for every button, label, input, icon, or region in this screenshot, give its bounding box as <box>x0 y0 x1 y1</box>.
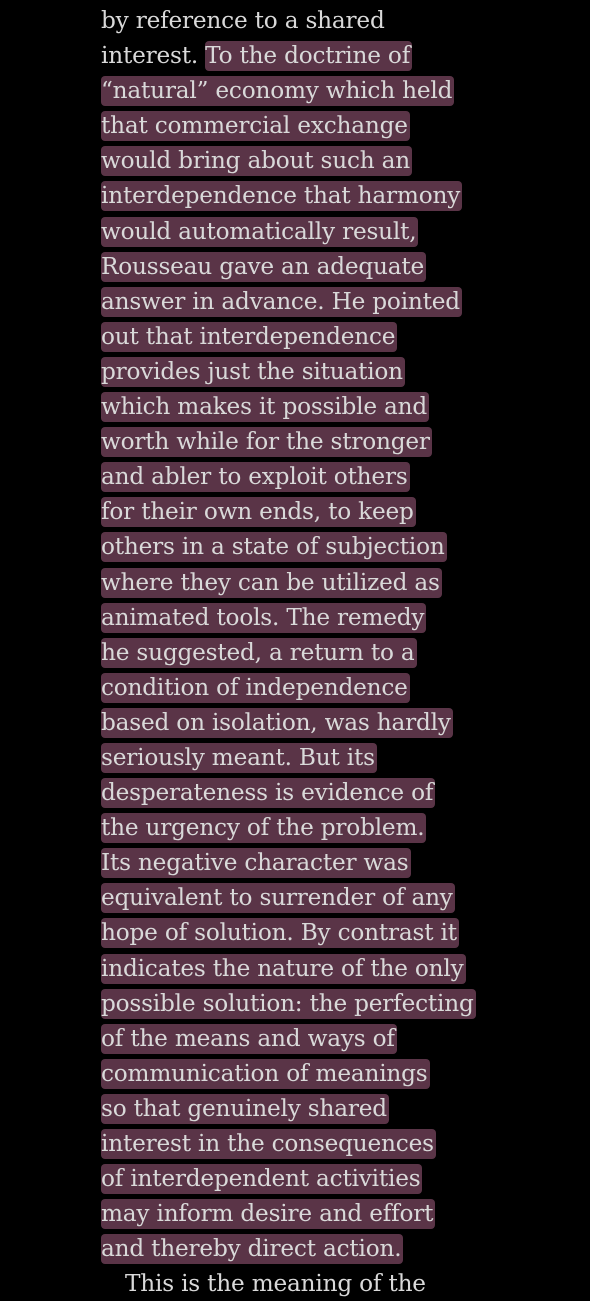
highlighted-text[interactable]: which makes it possible and <box>101 393 428 421</box>
text-line <box>101 73 521 108</box>
line-plain-text: by reference to a shared <box>101 7 385 34</box>
text-line <box>101 740 521 775</box>
book-text[interactable] <box>101 3 521 1301</box>
highlighted-text[interactable]: that commercial exchange <box>101 112 408 140</box>
text-line <box>101 880 521 915</box>
highlighted-text[interactable]: Its negative character was <box>101 849 409 877</box>
highlighted-text[interactable]: seriously meant. But its <box>101 743 375 771</box>
text-line <box>101 670 521 705</box>
text-line <box>101 3 521 38</box>
text-line <box>101 108 521 143</box>
text-line <box>101 705 521 740</box>
highlighted-text[interactable]: so that genuinely shared <box>101 1094 387 1122</box>
highlighted-text[interactable]: he suggested, a return to a <box>101 638 415 666</box>
text-line <box>101 951 521 986</box>
highlighted-text[interactable]: communication of meanings <box>101 1059 428 1087</box>
text-line-partial <box>101 1266 521 1301</box>
highlighted-text[interactable]: would automatically result, <box>101 217 417 245</box>
highlighted-text[interactable]: hope of solution. By contrast it <box>101 919 457 947</box>
text-line <box>101 284 521 319</box>
highlighted-text[interactable]: condition of independence <box>101 673 408 701</box>
highlighted-text[interactable]: answer in advance. He pointed <box>101 287 460 315</box>
line-plain-text: This is the meaning of the <box>125 1270 426 1298</box>
highlighted-text[interactable]: interdependence that harmony <box>101 182 461 210</box>
highlighted-text[interactable]: and thereby direct action. <box>101 1235 402 1263</box>
highlighted-text[interactable]: for their own ends, to keep <box>101 498 414 526</box>
text-line <box>101 494 521 529</box>
text-line <box>101 38 521 73</box>
highlighted-text[interactable]: desperateness is evidence of <box>101 779 434 807</box>
text-line <box>101 845 521 880</box>
highlighted-text[interactable]: possible solution: the perfecting <box>101 989 474 1017</box>
text-line <box>101 214 521 249</box>
highlighted-text[interactable]: “natural” economy which held <box>101 77 453 105</box>
text-line <box>101 1021 521 1056</box>
highlighted-text[interactable]: where they can be utilized as <box>101 568 440 596</box>
highlighted-text[interactable]: would bring about such an <box>101 147 410 175</box>
highlighted-text[interactable]: interest in the consequences <box>101 1130 434 1157</box>
highlighted-text[interactable]: may inform desire and effort <box>101 1200 434 1228</box>
highlighted-text[interactable]: the urgency of the problem. <box>101 814 425 842</box>
text-line <box>101 1126 521 1161</box>
text-line <box>101 600 521 635</box>
highlighted-text[interactable]: worth while for the stronger <box>101 428 430 456</box>
text-line <box>101 143 521 178</box>
text-line <box>101 1231 521 1266</box>
text-line <box>101 635 521 670</box>
text-line <box>101 178 521 213</box>
highlighted-text[interactable]: of interdependent activities <box>101 1165 421 1193</box>
highlighted-text[interactable]: others in a state of subjection <box>101 533 445 561</box>
text-line <box>101 1161 521 1196</box>
highlighted-text[interactable]: of the means and ways of <box>101 1024 395 1052</box>
highlighted-text[interactable]: equivalent to surrender of any <box>101 884 453 912</box>
highlighted-text[interactable]: indicates the nature of the only <box>101 954 464 982</box>
highlighted-text[interactable]: out that interdependence <box>101 322 396 350</box>
text-line <box>101 810 521 845</box>
text-line <box>101 1056 521 1091</box>
text-line <box>101 249 521 284</box>
text-line <box>101 424 521 459</box>
highlighted-text[interactable]: and abler to exploit others <box>101 463 408 491</box>
text-line <box>101 354 521 389</box>
text-line <box>101 459 521 494</box>
highlighted-text[interactable]: provides just the situation <box>101 357 403 385</box>
text-line <box>101 1196 521 1231</box>
text-line <box>101 1091 521 1126</box>
text-line <box>101 915 521 950</box>
text-line <box>101 565 521 600</box>
text-line <box>101 775 521 810</box>
highlighted-text[interactable]: based on isolation, was hardly <box>101 708 451 736</box>
highlighted-text[interactable]: Rousseau gave an adequate <box>101 252 425 280</box>
text-line <box>101 529 521 564</box>
text-line <box>101 389 521 424</box>
highlighted-text[interactable]: animated tools. The remedy <box>101 603 425 631</box>
highlighted-text[interactable]: To the doctrine of <box>205 42 411 70</box>
line-plain-text: interest. <box>101 42 206 70</box>
text-line <box>101 319 521 354</box>
text-line <box>101 986 521 1021</box>
